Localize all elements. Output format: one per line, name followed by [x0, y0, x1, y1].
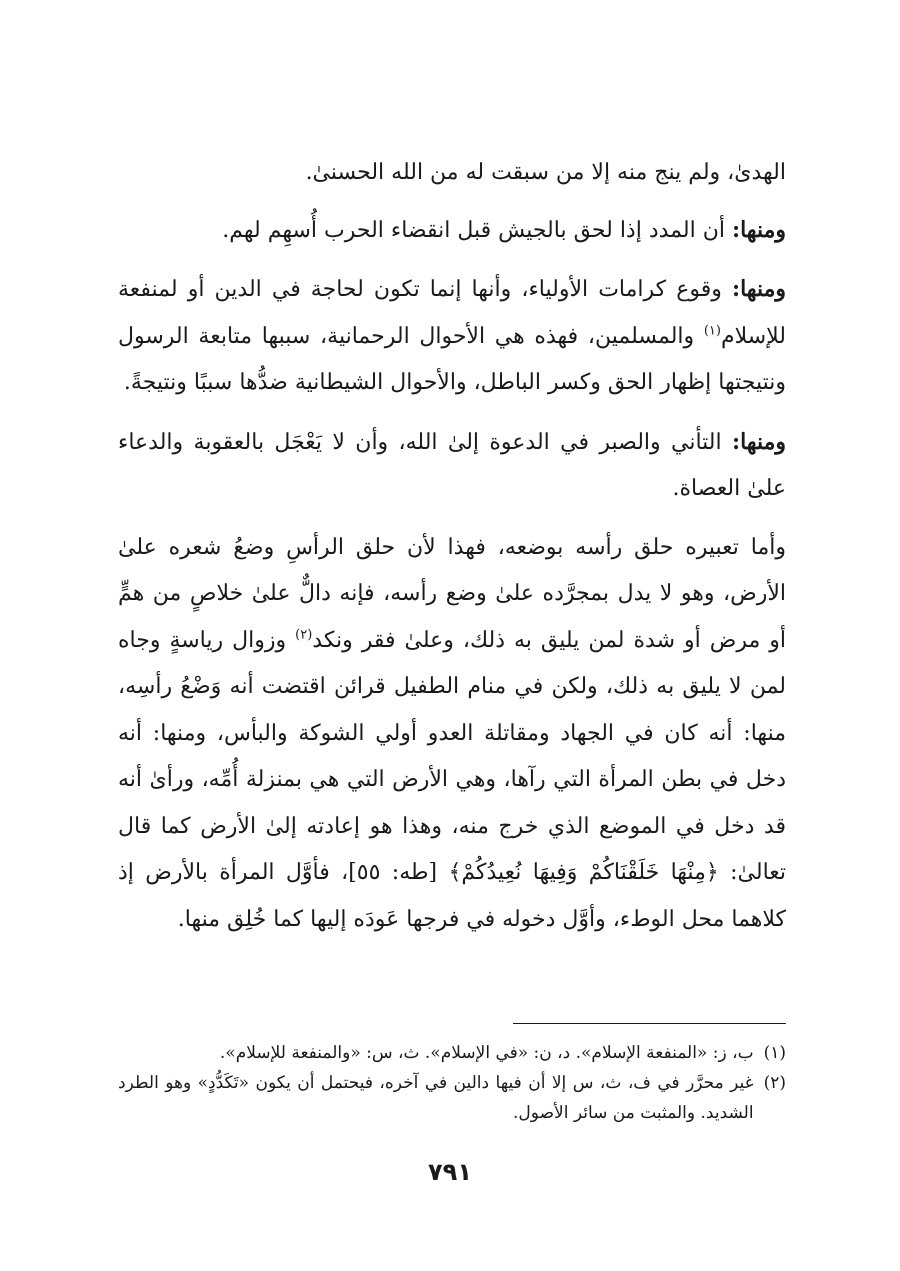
- paragraph-5: [118, 525, 786, 944]
- footnote-2-number: (٢): [763, 1073, 786, 1093]
- paragraph-5-text-a: وأما تعبيره حلق رأسه بوضعه، فهذا لأن حلق الرأسِ وضعُ شعره علىٰ الأرض، وهو لا يدل بمجرَّده علىٰ وضع رأسه، فإنه دالٌّ علىٰ خلاصٍ من همٍّ أو مرض أو شدة لمن يليق به ذلك، وعلىٰ فقر ونكد: [118, 534, 787, 653]
- footnote-1-text: ب، ز: «المنفعة الإسلام». د، ن: «في الإسلام». ث، س: «والمنفعة للإسلام».: [219, 1043, 754, 1063]
- paragraph-2-text: أن المدد إذا لحق بالجيش قبل انقضاء الحرب أُسهِم لهم.: [222, 217, 725, 243]
- paragraph-2-lead: ومنها:: [731, 216, 786, 243]
- paragraph-4: [118, 419, 786, 513]
- footnote-1: [118, 1038, 786, 1068]
- paragraph-1: [118, 150, 786, 197]
- footnote-2-text: غير محرَّر في ف، ث، س إلا أن فيها دالين في آخره، فيحتمل أن يكون «تَكَدُّدٍ» وهو الطرد الشديد. والمثبت من سائر الأصول.: [118, 1073, 754, 1123]
- paragraph-5-text-b: وزوال رياسةٍ وجاه لمن لا يليق به ذلك، ولكن في منام الطفيل قرائن اقتضت أنه وَضْعُ رأسِه، منها: أنه كان في الجهاد ومقاتلة العدو أولي الشوكة والبأس، ومنها: أنه دخل في بطن المرأة التي رآها، وهي الأرض التي هي بمنزلة أُمِّه، ورأىٰ أنه قد دخل في الموضع الذي خرج منه، وهذا هو إعادته إلىٰ الأرض كما قال تعالىٰ:: [118, 627, 787, 885]
- paragraph-3: [118, 266, 786, 407]
- footnote-ref-1[interactable]: (١): [703, 323, 721, 339]
- paragraph-5-text-c: فأوَّل المرأة بالأرض إذ كلاهما محل الوطء، وأوَّل دخوله في فرجها عَودَه إليها كما خُلِق منها.: [118, 860, 786, 932]
- footnote-divider: [513, 1023, 786, 1024]
- quran-reference: [طه: ٥٥]،: [341, 860, 438, 885]
- paragraph-3-lead: ومنها:: [731, 276, 786, 302]
- paragraph-1-text: الهدىٰ، ولم ينج منه إلا من سبقت له من الله الحسنىٰ.: [305, 160, 786, 185]
- paragraph-2: [118, 207, 786, 255]
- quran-verse: ﴿مِنْهَا خَلَقْنَاكُمْ وَفِيهَا نُعِيدُكُمْ﴾: [448, 860, 719, 885]
- footnote-ref-2[interactable]: (٢): [295, 627, 313, 643]
- page-number: ٧٩١: [428, 1158, 472, 1186]
- footnote-1-number: (١): [763, 1043, 786, 1063]
- main-text: [118, 150, 786, 955]
- paragraph-4-lead: ومنها:: [731, 428, 786, 455]
- paragraph-3-text-b: والمسلمين، فهذه هي الأحوال الرحمانية، سببها متابعة الرسول ونتيجتها إظهار الحق وكسر الباطل، والأحوال الشيطانية ضدُّها سببًا ونتيجةً.: [118, 323, 786, 395]
- footnotes: [118, 1038, 786, 1128]
- paragraph-4-text: التأني والصبر في الدعوة إلىٰ الله، وأن لا يَعْجَل بالعقوبة والدعاء علىٰ العصاة.: [118, 429, 786, 501]
- paragraph-3-text-a: وقوع كرامات الأولياء، وأنها إنما تكون لحاجة في الدين أو لمنفعة للإسلام: [118, 277, 786, 349]
- footnote-2: [118, 1068, 786, 1128]
